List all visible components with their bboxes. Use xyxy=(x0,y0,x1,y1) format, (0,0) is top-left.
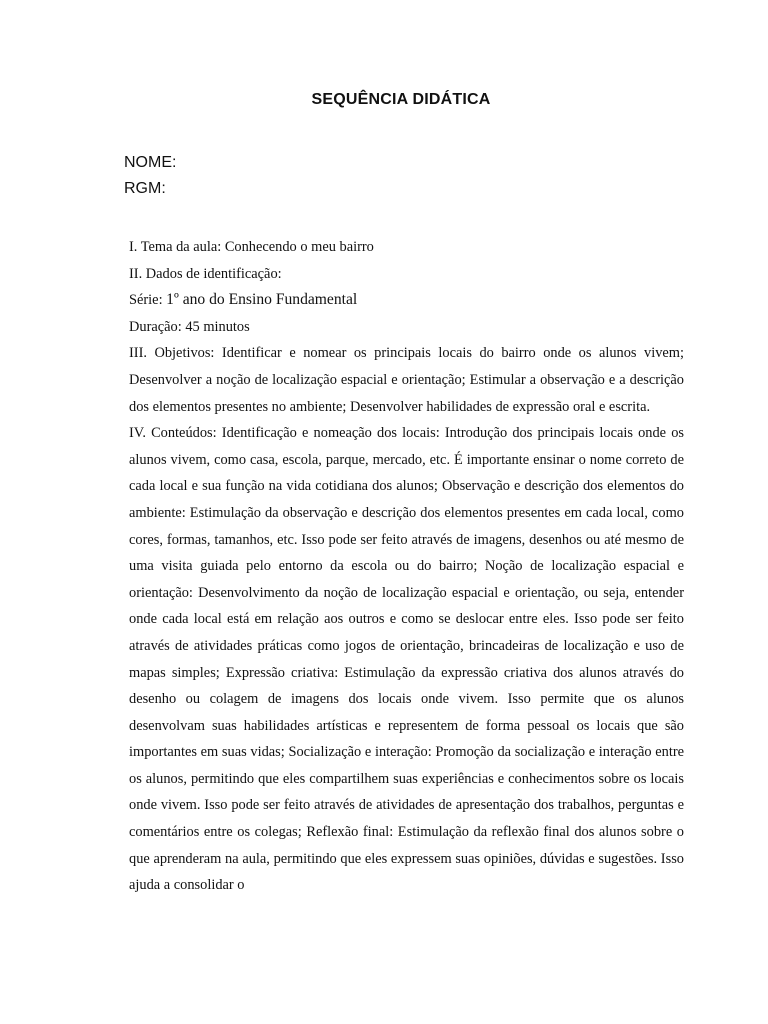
objetivos-paragraph: III. Objetivos: Identificar e nomear os principais locais do bairro onde os alunos vivem; Desenvolver a noção de localização espacial e orientação; Estimular a observação e a descrição dos elementos presentes no ambiente; Desenvolver habilidades de expressão oral e escrita. xyxy=(129,345,684,415)
document-title: SEQUÊNCIA DIDÁTICA xyxy=(311,91,491,108)
serie-value: 1º ano do Ensino Fundamental xyxy=(166,291,358,309)
document-body xyxy=(129,234,684,899)
rgm-label: RGM: xyxy=(124,180,166,197)
nome-label: NOME: xyxy=(124,154,177,171)
serie-label: Série: xyxy=(129,292,167,309)
conteudos-paragraph: IV. Conteúdos: Identificação e nomeação dos locais: Introdução dos principais locais onde os alunos vivem, como casa, escola, parque, mercado, etc. É importante ensinar o nome correto de cada local e sua função na vida cotidiana dos alunos; Observação e descrição dos elementos do ambiente: Estimulação da observação e descrição dos elementos presentes em cada local, como cores, formas, tamanhos, etc. Isso pode ser feito através de imagens, desenhos ou até mesmo de uma visita guiada pelo entorno da escola ou do bairro; Noção de localização espacial e orientação: Desenvolvimento da noção de localização espacial e orientação, ou seja, entender onde cada local está em relação aos outros e como se deslocar entre eles. Isso pode ser feito através de atividades práticas como jogos de orientação, brincadeiras de localização e uso de mapas simples; Expressão criativa: Estimulação da expressão criativa dos alunos através do desenho ou colagem de imagens dos locais onde vivem. Isso permite que os alunos desenvolvam suas habilidades artísticas e representem de forma pessoal os locais que são importantes em suas vidas; Socialização e interação: Promoção da socialização e interação entre os alunos, permitindo que eles compartilhem suas experiências e conhecimentos sobre os locais onde vivem. Isso pode ser feito através de atividades de apresentação dos trabalhos, perguntas e comentários entre os colegas; Reflexão final: Estimulação da reflexão final dos alunos sobre o que aprenderam na aula, permitindo que eles expressem suas opiniões, dúvidas e sugestões. Isso ajuda a consolidar o xyxy=(129,425,684,894)
serie-line xyxy=(129,287,684,314)
dados-line: II. Dados de identificação: xyxy=(129,265,282,282)
duracao-line: Duração: 45 minutos xyxy=(129,318,250,335)
tema-line: I. Tema da aula: Conhecendo o meu bairro xyxy=(129,239,374,255)
